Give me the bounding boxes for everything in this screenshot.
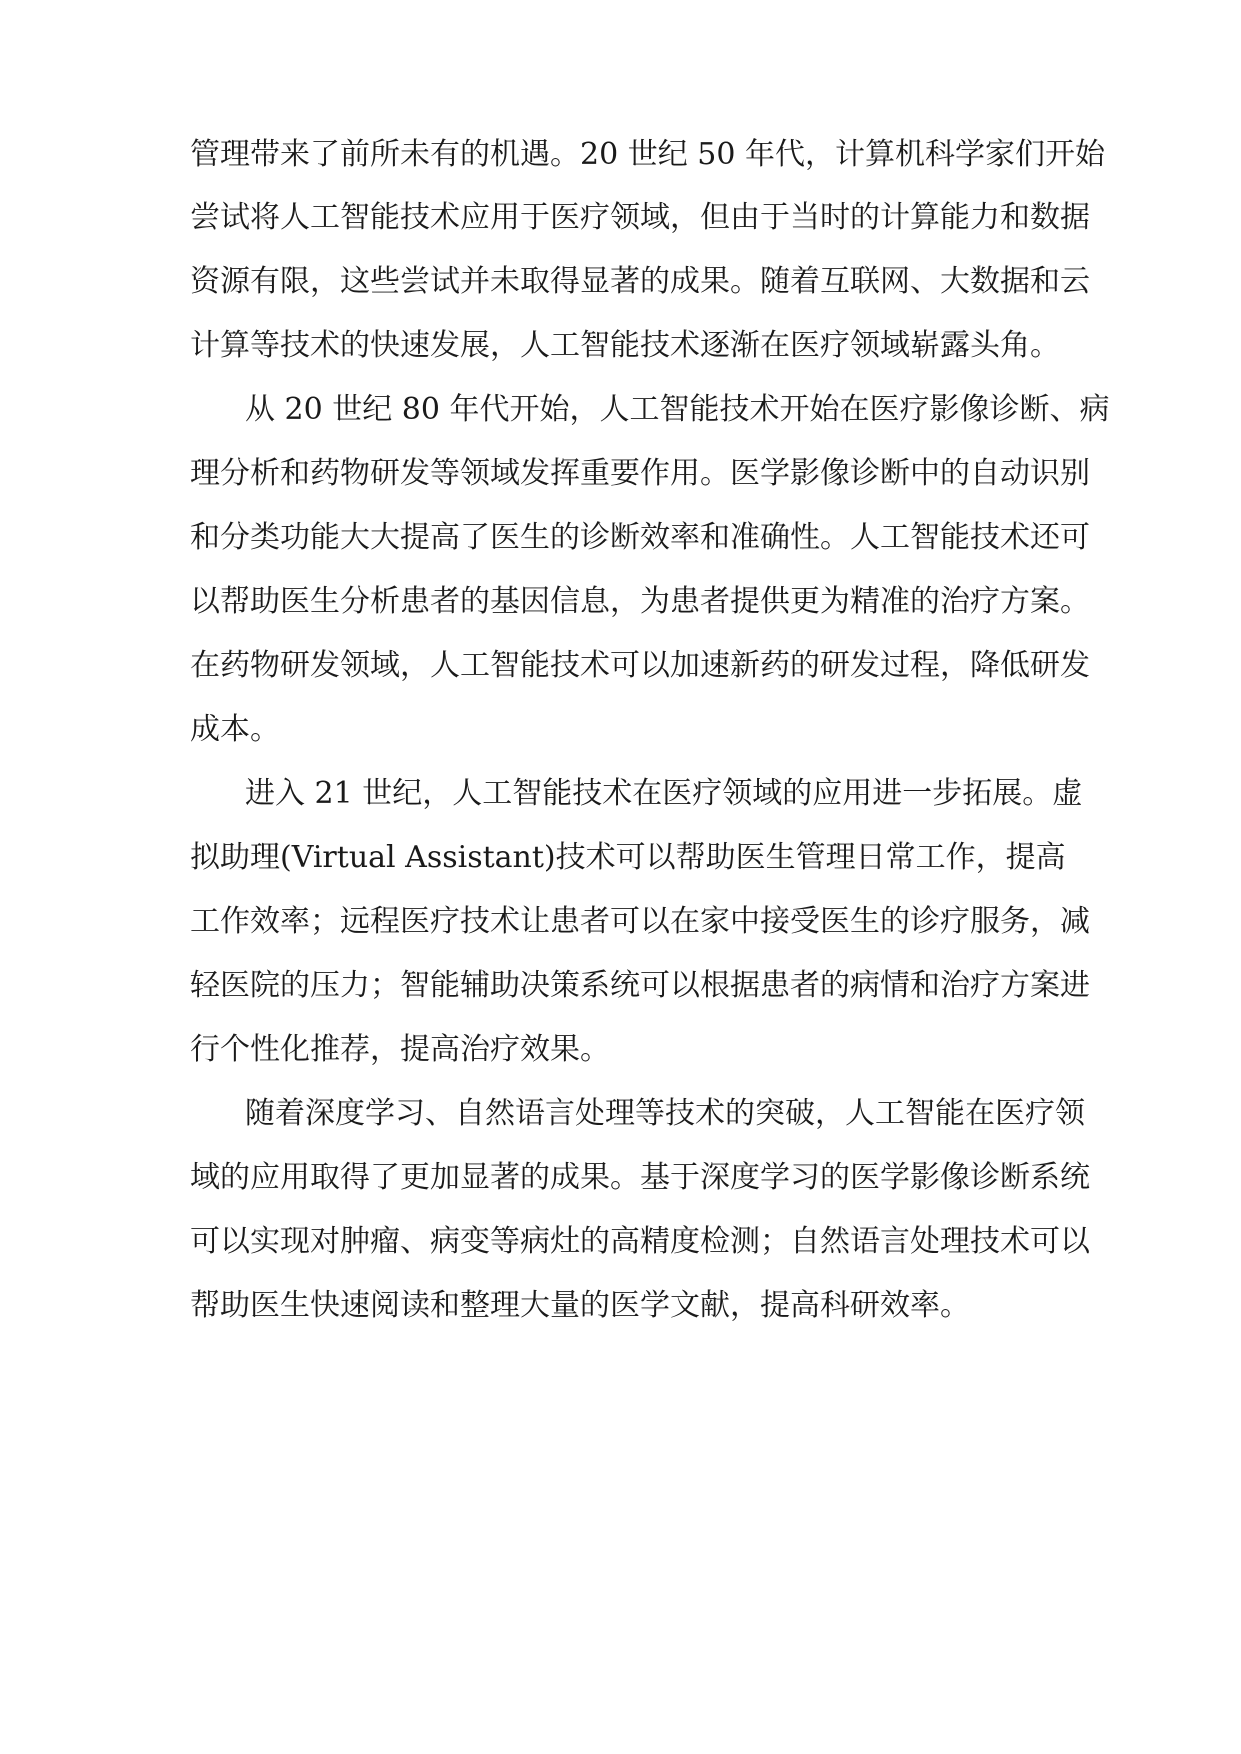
text-line: 域的应用取得了更加显著的成果。基于深度学习的医学影像诊断系统 (190, 1160, 1090, 1195)
text-line: 理分析和药物研发等领域发挥重要作用。医学影像诊断中的自动识别 (190, 456, 1090, 491)
text-line: 以帮助医生分析患者的基因信息，为患者提供更为精准的治疗方案。 (190, 584, 1090, 619)
text-line: 可以实现对肿瘤、病变等病灶的高精度检测；自然语言处理技术可以 (190, 1224, 1090, 1259)
text-line: 随着深度学习、自然语言处理等技术的突破，人工智能在医疗领 (245, 1096, 1085, 1131)
text-line: 在药物研发领域，人工智能技术可以加速新药的研发过程，降低研发 (190, 648, 1090, 683)
text-line: 从 20 世纪 80 年代开始，人工智能技术开始在医疗影像诊断、病 (245, 392, 1110, 427)
text-line: 和分类功能大大提高了医生的诊断效率和准确性。人工智能技术还可 (190, 520, 1090, 555)
text-line: 拟助理(Virtual Assistant)技术可以帮助医生管理日常工作，提高 (190, 840, 1066, 875)
text-line: 工作效率；远程医疗技术让患者可以在家中接受医生的诊疗服务，减 (190, 904, 1090, 939)
text-line: 管理带来了前所未有的机遇。20 世纪 50 年代，计算机科学家们开始 (190, 137, 1105, 172)
text-line: 尝试将人工智能技术应用于医疗领域，但由于当时的计算能力和数据 (190, 200, 1090, 235)
text-line: 成本。 (190, 712, 280, 747)
text-line: 帮助医生快速阅读和整理大量的医学文献，提高科研效率。 (190, 1288, 970, 1323)
text-line: 进入 21 世纪，人工智能技术在医疗领域的应用进一步拓展。虚 (245, 776, 1083, 811)
text-line: 行个性化推荐，提高治疗效果。 (190, 1032, 610, 1067)
text-line: 资源有限，这些尝试并未取得显著的成果。随着互联网、大数据和云 (190, 264, 1090, 299)
text-line: 计算等技术的快速发展，人工智能技术逐渐在医疗领域崭露头角。 (190, 328, 1060, 363)
text-line: 轻医院的压力；智能辅助决策系统可以根据患者的病情和治疗方案进 (190, 968, 1090, 1003)
